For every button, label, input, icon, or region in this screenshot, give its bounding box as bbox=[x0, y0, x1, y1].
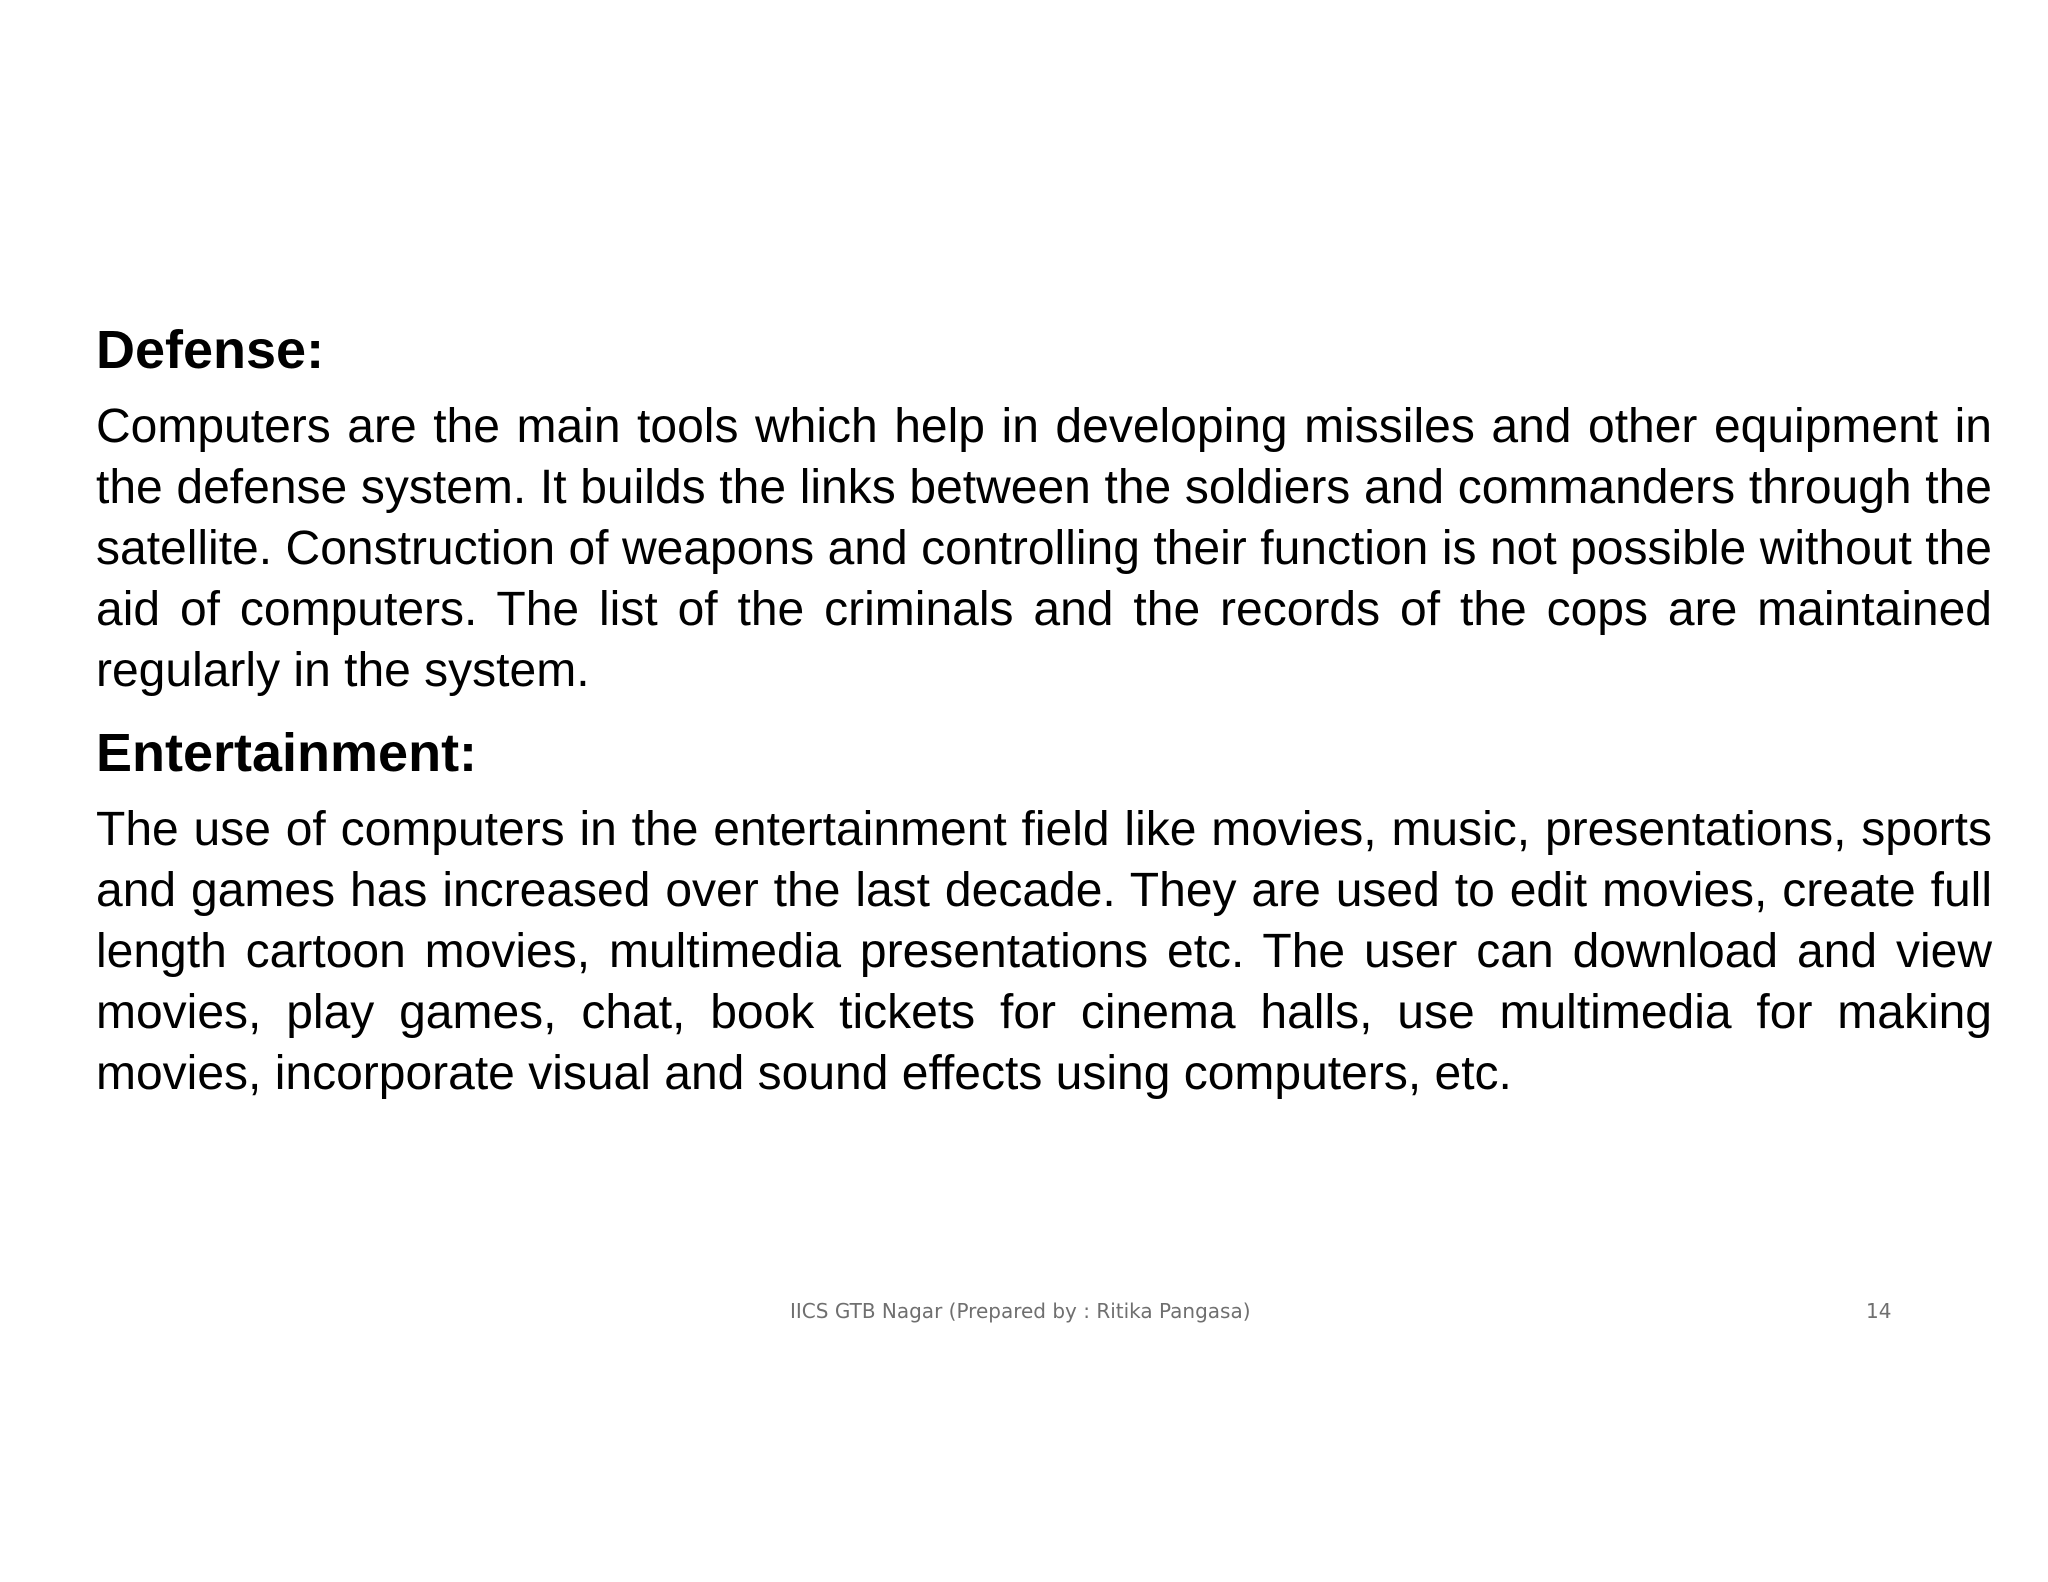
section-heading-defense: Defense: bbox=[96, 320, 325, 380]
section-body-entertainment: The use of computers in the entertainment field like movies, music, presentations, sports and games has increased over the last decade. They are used to edit movies, create full length cartoon movies, multimedia presentations etc. The user can download and view movies, play games, chat, book tickets for cinema halls, use multimedia for making movies, incorporate visual and sound effects using computers, etc. bbox=[96, 803, 1992, 1100]
section-body-defense: Computers are the main tools which help in developing missiles and other equipment in the defense system. It builds the links between the soldiers and commanders through the satellite. Construction of weapons and controlling their function is not possible without the aid of computers. The list of the criminals and the records of the cops are maintained regularly in the system. bbox=[96, 400, 1992, 697]
page-number: 14 bbox=[1866, 1299, 1892, 1323]
footer-text: IICS GTB Nagar (Prepared by : Ritika Pangasa) bbox=[790, 1299, 1251, 1323]
section-heading-entertainment: Entertainment: bbox=[96, 723, 478, 783]
slide-content bbox=[96, 316, 1992, 1104]
